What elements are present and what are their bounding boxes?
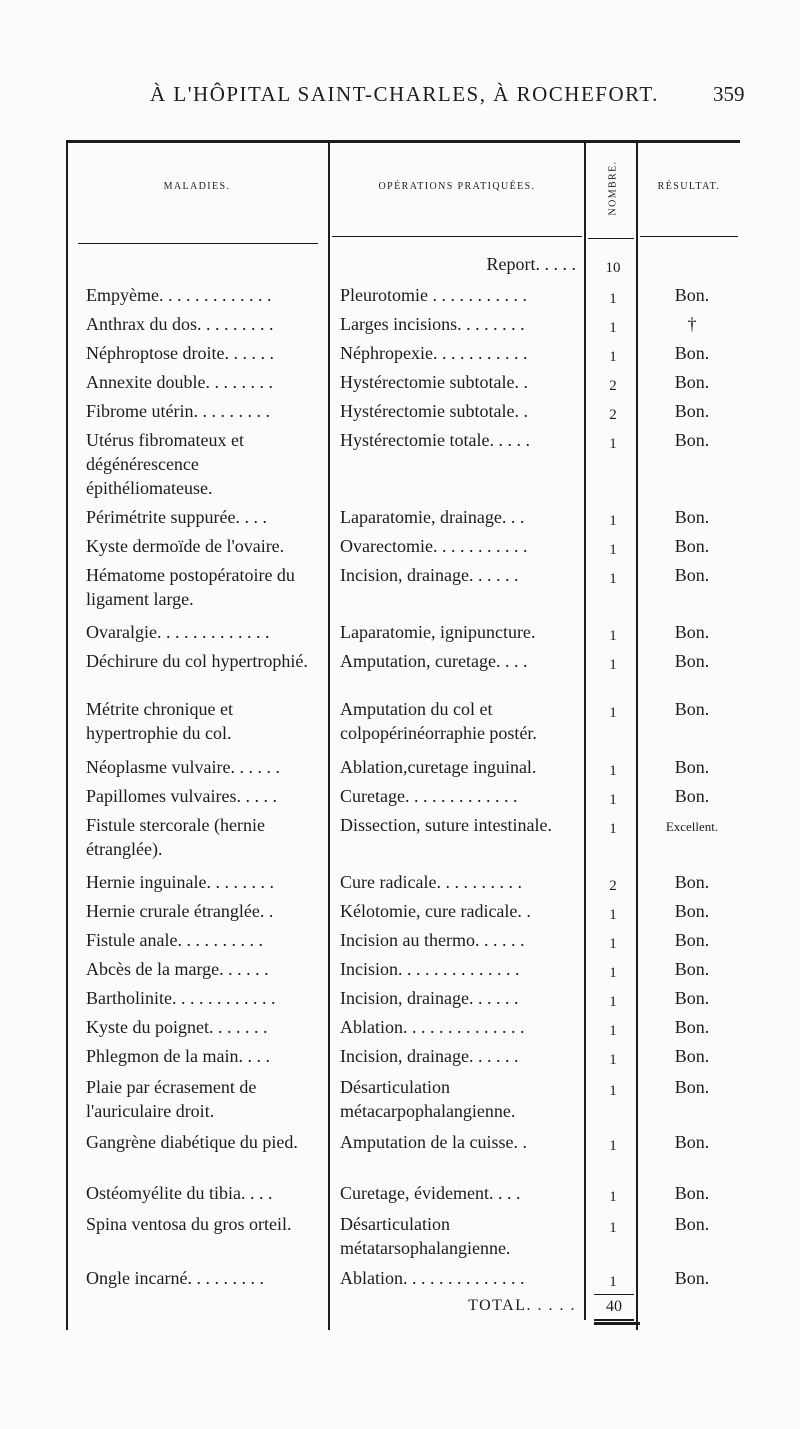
column-header-operations: OPÉRATIONS PRATIQUÉES. [378,181,536,192]
result-cell: Bon. [674,430,710,450]
operation-cell: Incision. . . . . . . . . . . . . . [340,959,520,979]
count-cell: 1 [609,657,617,673]
count-cell: 1 [609,1023,617,1039]
operation-cell: Hystérectomie subtotale. . [340,372,528,392]
result-cell: Bon. [674,401,710,421]
count-cell: 1 [609,1083,617,1099]
disease-cell: Métrite chronique et hypertrophie du col. [86,699,233,743]
column-divider-2 [584,140,586,1320]
operation-cell: Ablation. . . . . . . . . . . . . . [340,1017,525,1037]
operation-cell: Ovarectomie. . . . . . . . . . . [340,536,528,556]
disease-cell: Gangrène diabétique du pied. [86,1132,298,1152]
operation-cell: Curetage. . . . . . . . . . . . . [340,786,518,806]
result-cell: Bon. [674,1077,710,1097]
operation-cell: Hystérectomie totale. . . . . [340,430,530,450]
count-cell: 1 [609,994,617,1010]
disease-cell: Abcès de la marge. . . . . . [86,959,269,979]
total-underline [594,1322,640,1325]
count-cell: 1 [609,821,617,837]
operation-cell: Larges incisions. . . . . . . . [340,314,525,334]
operation-cell: Laparatomie, ignipuncture. [340,622,536,642]
operation-cell: Amputation du col et colpopérinéorraphie postér. [340,699,537,743]
count-cell: 1 [609,965,617,981]
operation-cell: Incision, drainage. . . . . . [340,988,519,1008]
report-value: 10 [605,260,621,276]
operation-cell: Ablation,curetage inguinal. [340,757,537,777]
count-cell: 1 [609,1052,617,1068]
disease-cell: Kyste dermoïde de l'ovaire. [86,536,285,556]
count-cell: 1 [609,1220,617,1236]
count-cell: 1 [609,349,617,365]
disease-cell: Néphroptose droite. . . . . . [86,343,274,363]
disease-cell: Anthrax du dos. . . . . . . . . [86,314,274,334]
count-cell: 1 [609,513,617,529]
disease-cell: Ongle incarné. . . . . . . . . [86,1268,264,1288]
disease-cell: Phlegmon de la main. . . . [86,1046,270,1066]
disease-cell: Ovaralgie. . . . . . . . . . . . . [86,622,270,642]
disease-cell: Annexite double. . . . . . . . [86,372,273,392]
result-cell: Bon. [674,699,710,719]
count-cell: 1 [609,291,617,307]
disease-cell: Utérus fibromateux et dégénérescence épithéliomateuse. [86,430,244,498]
disease-cell: Kyste du poignet. . . . . . . [86,1017,268,1037]
header-rule-1 [78,243,318,244]
operation-cell: Désarticulation métacarpophalangienne. [340,1077,516,1121]
disease-cell: Bartholinite. . . . . . . . . . . . [86,988,276,1008]
disease-cell: Papillomes vulvaires. . . . . [86,786,277,806]
disease-cell: Néoplasme vulvaire. . . . . . [86,757,280,777]
column-divider-1 [328,140,330,1330]
operation-cell: Néphropexie. . . . . . . . . . . [340,343,528,363]
count-cell: 1 [609,1138,617,1154]
operation-cell: Hystérectomie subtotale. . [340,401,528,421]
disease-cell: Hernie crurale étranglée. . [86,901,274,921]
disease-cell: Fistule stercorale (hernie étranglée). [86,815,265,859]
result-cell: Bon. [674,285,710,305]
result-cell: Bon. [674,757,710,777]
result-cell: Bon. [674,1017,710,1037]
result-cell: Bon. [674,786,710,806]
operation-cell: Laparatomie, drainage. . . [340,507,525,527]
operation-cell: Incision, drainage. . . . . . [340,1046,519,1066]
operation-cell: Pleurotomie . . . . . . . . . . . [340,285,527,305]
result-cell: Bon. [674,1214,710,1234]
result-cell: Bon. [674,343,710,363]
count-cell: 2 [609,878,617,894]
result-cell: Excellent. [665,819,719,834]
disease-cell: Spina ventosa du gros orteil. [86,1214,292,1234]
operation-cell: Incision, drainage. . . . . . [340,565,519,585]
disease-cell: Plaie par écrasement de l'auriculaire droit. [86,1077,257,1121]
table-left-rule [66,140,68,1330]
result-cell: Bon. [674,536,710,556]
operation-cell: Kélotomie, cure radicale. . [340,901,531,921]
column-header-resultat: RÉSULTAT. [657,181,721,192]
result-cell: Bon. [674,372,710,392]
disease-cell: Empyème. . . . . . . . . . . . . [86,285,272,305]
header-rule-4 [640,236,738,237]
operation-cell: Cure radicale. . . . . . . . . . [340,872,522,892]
result-cell: Bon. [674,901,710,921]
header-rule-3 [588,238,634,239]
total-label: TOTAL. . . . . [468,1297,576,1314]
column-header-nombre: NOMBRE. [607,160,619,216]
count-cell: 2 [609,378,617,394]
disease-cell: Fistule anale. . . . . . . . . . [86,930,263,950]
count-cell: 1 [609,628,617,644]
count-cell: 1 [609,907,617,923]
result-cell: Bon. [674,651,710,671]
table-top-rule [66,140,740,143]
result-cell: Bon. [674,622,710,642]
operation-cell: Amputation de la cuisse. . [340,1132,527,1152]
header-rule-2 [332,236,582,237]
disease-cell: Hernie inguinale. . . . . . . . [86,872,274,892]
operation-cell: Amputation, curetage. . . . [340,651,528,671]
count-cell: 1 [609,436,617,452]
count-cell: 1 [609,542,617,558]
disease-cell: Périmétrite suppurée. . . . [86,507,267,527]
count-cell: 1 [609,705,617,721]
count-cell: 1 [609,936,617,952]
disease-cell: Ostéomyélite du tibia. . . . [86,1183,273,1203]
count-cell: 1 [609,320,617,336]
result-cell: Bon. [674,930,710,950]
result-cell: Bon. [674,1132,710,1152]
disease-cell: Fibrome utérin. . . . . . . . . [86,401,270,421]
result-cell: Bon. [674,872,710,892]
count-cell: 2 [609,407,617,423]
total-value: 40 [594,1294,634,1321]
result-cell: Bon. [674,988,710,1008]
result-cell: Bon. [674,1046,710,1066]
operation-cell: Incision au thermo. . . . . . [340,930,525,950]
disease-cell: Déchirure du col hypertrophié. [86,651,308,671]
report-label: Report. . . . . [486,254,576,274]
column-header-maladies: MALADIES. [163,181,231,192]
result-cell: Bon. [674,507,710,527]
disease-cell: Hématome postopératoire du ligament large. [86,565,295,609]
count-cell: 1 [609,792,617,808]
operation-cell: Dissection, suture intestinale. [340,815,552,835]
result-cell: Bon. [674,959,710,979]
result-cell: Bon. [674,1268,710,1288]
running-header: À L'HÔPITAL SAINT-CHARLES, À ROCHEFORT. [150,82,659,106]
count-cell: 1 [609,1189,617,1205]
result-cell: Bon. [674,1183,710,1203]
operation-cell: Curetage, évidement. . . . [340,1183,521,1203]
count-cell: 1 [609,571,617,587]
result-cell: † [687,314,697,334]
count-cell: 1 [609,1274,617,1290]
page-number: 359 [713,82,745,106]
operation-cell: Désarticulation métatarsophalangienne. [340,1214,511,1258]
count-cell: 1 [609,763,617,779]
result-cell: Bon. [674,565,710,585]
operation-cell: Ablation. . . . . . . . . . . . . . [340,1268,525,1288]
